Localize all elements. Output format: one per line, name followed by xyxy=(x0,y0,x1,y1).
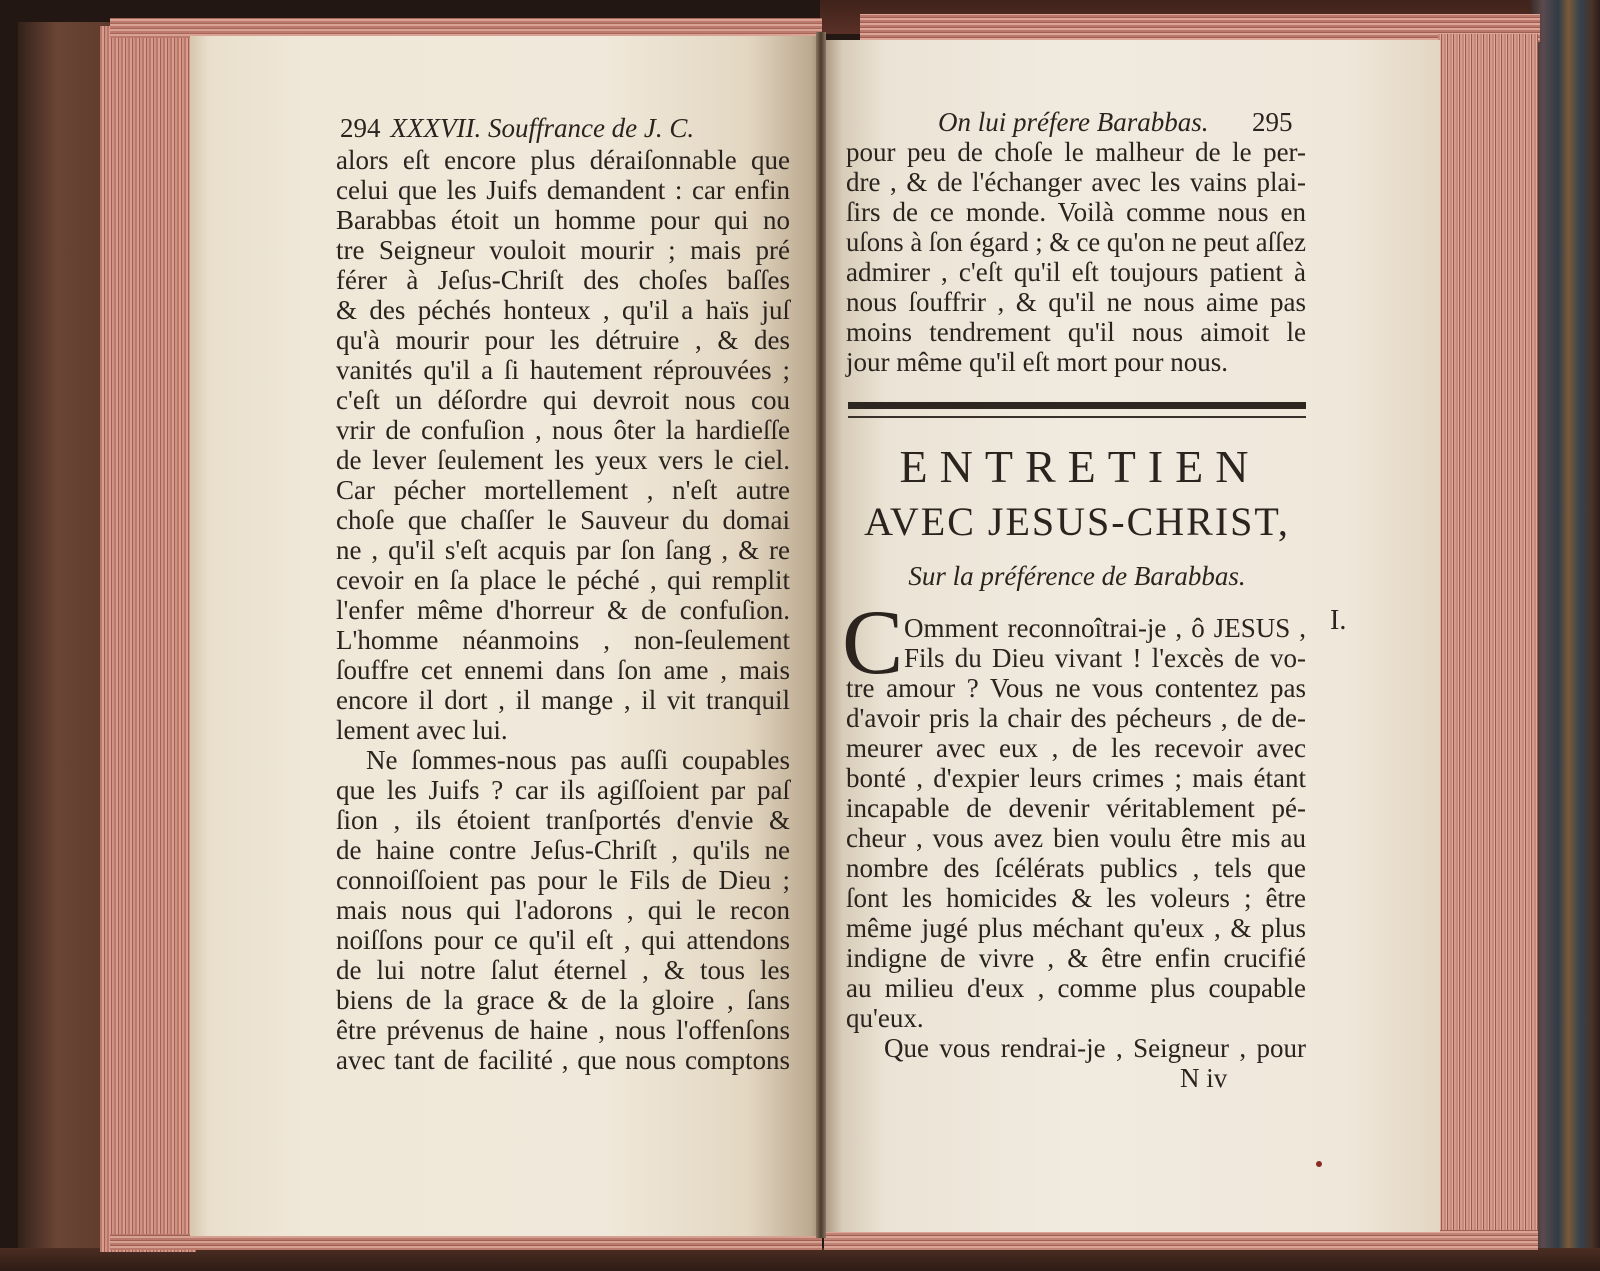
text-line: mais nous qui l'adorons , qui le recon xyxy=(336,895,790,925)
text-line: ſouffre cet ennemi dans ſon ame , mais xyxy=(336,655,790,685)
text-line: & des péchés honteux , qu'il a haïs juſ xyxy=(336,295,790,325)
text-line: lement avec lui. xyxy=(336,715,508,745)
page-edges-bottom-left xyxy=(110,1234,822,1250)
paragraph-line: même jugé plus méchant qu'eux , & plus xyxy=(846,913,1306,943)
paragraph-line: d'avoir pris la chair des pécheurs , de de- xyxy=(846,703,1306,733)
book-spine-right xyxy=(1530,0,1600,1271)
text-line: pour peu de choſe le malheur de le per- xyxy=(846,137,1306,167)
paragraph-line: qu'eux. xyxy=(846,1003,924,1033)
right-running-title: On lui préfere Barabbas. xyxy=(938,107,1209,137)
ink-spot xyxy=(1316,1161,1322,1167)
paragraph-line: nombre des ſcélérats publics , tels que xyxy=(846,853,1306,883)
page-edges-right xyxy=(1438,34,1538,1248)
right-page-text xyxy=(846,137,1306,377)
page-edges-left xyxy=(100,26,196,1252)
left-running-header xyxy=(340,113,790,143)
text-line: moins tendrement qu'il nous aimoit le xyxy=(846,317,1306,347)
page-edges-top-left xyxy=(110,18,822,38)
text-line: férer à Jeſus-Chriſt des choſes baſſes xyxy=(336,265,790,295)
drop-cap: C xyxy=(842,591,904,693)
text-line: être prévenus de haine , nous l'offenſons xyxy=(336,1015,790,1045)
text-line: que les Juifs ? car ils agiſſoient par paſ xyxy=(336,775,790,805)
text-line: c'eſt un déſordre qui devroit nous cou xyxy=(336,385,790,415)
paragraph-line: au milieu d'eux , comme plus coupable xyxy=(846,973,1306,1003)
text-line: ſion , ils étoient tranſportés d'envie & xyxy=(336,805,790,835)
text-line: admirer , c'eſt qu'il eſt toujours patient à xyxy=(846,257,1306,287)
text-line: cevoir en ſa place le péché , qui remplit xyxy=(336,565,790,595)
text-line: uſons à ſon égard ; & ce qu'on ne peut aſſez xyxy=(846,227,1306,257)
text-line: encore il dort , il mange , il vit tranquil xyxy=(336,685,790,715)
book-gutter xyxy=(816,32,826,1238)
section-rule-thick xyxy=(848,402,1306,409)
text-line: l'enfer même d'horreur & de confuſion. xyxy=(336,595,790,625)
text-line: de lever ſeulement les yeux vers le ciel. xyxy=(336,445,790,475)
section-rule-thin xyxy=(848,416,1306,418)
text-line: qu'à mourir pour les détruire , & des xyxy=(336,325,790,355)
paragraph-line: cheur , vous avez bien voulu être mis au xyxy=(846,823,1306,853)
paragraph-line: tre amour ? Vous ne vous contentez pas xyxy=(846,673,1306,703)
text-line: avec tant de facilité , que nous comptons xyxy=(336,1045,790,1075)
text-line: vanités qu'il a ſi hautement réprouvées ; xyxy=(336,355,790,385)
section-title: ENTRETIEN xyxy=(899,441,1261,492)
paragraph-line: meurer avec eux , de les recevoir avec xyxy=(846,733,1306,763)
text-line: biens de la grace & de la gloire , ſans xyxy=(336,985,790,1015)
text-line: tre Seigneur vouloit mourir ; mais pré xyxy=(336,235,790,265)
text-line: noiſſons pour ce qu'il eſt , qui attendons xyxy=(336,925,790,955)
paragraph-line: Omment reconnoîtrai-je , ô JESUS , xyxy=(904,613,1306,643)
left-page-text xyxy=(336,145,790,1075)
text-line: vrir de confuſion , nous ôter la hardieſſe xyxy=(336,415,790,445)
paragraph-line: ſont les homicides & les voleurs ; être xyxy=(846,883,1306,913)
paragraph-line: incapable de devenir véritablement pé- xyxy=(846,793,1306,823)
text-line: de lui notre ſalut éternel , & tous les xyxy=(336,955,790,985)
text-line: Barabbas étoit un homme pour qui no xyxy=(336,205,790,235)
text-line: L'homme néanmoins , non-ſeulement xyxy=(336,625,790,655)
margin-section-number: I. xyxy=(1330,605,1347,636)
left-running-title: XXXVII. Souffrance de J. C. xyxy=(390,113,695,143)
text-line: alors eſt encore plus déraiſonnable que xyxy=(336,145,790,175)
text-line: dre , & de l'échanger avec les vains plai- xyxy=(846,167,1306,197)
signature-mark: N iv xyxy=(1180,1063,1228,1093)
text-line: Ne ſommes-nous pas auſſi coupables xyxy=(366,745,790,775)
text-line: choſe que chaſſer le Sauveur du domai xyxy=(336,505,790,535)
text-line: ſirs de ce monde. Voilà comme nous en xyxy=(846,197,1306,227)
paragraph-line: Que vous rendrai-je , Seigneur , pour xyxy=(884,1033,1306,1063)
book-cover-bottom xyxy=(0,1248,1600,1271)
paragraph-line: bonté , d'expier leurs crimes ; mais étant xyxy=(846,763,1306,793)
section-caption: Sur la préférence de Barabbas. xyxy=(908,561,1246,591)
paragraph-line: Fils du Dieu vivant ! l'excès de vo- xyxy=(904,643,1306,673)
section-subtitle: AVEC JESUS-CHRIST, xyxy=(864,499,1290,544)
text-line: connoiſſoient pas pour le Fils de Dieu ; xyxy=(336,865,790,895)
text-line: nous ſouffrir , & qu'il ne nous aime pas xyxy=(846,287,1306,317)
page-edges-bottom-right xyxy=(824,1230,1538,1250)
left-page-number: 294 xyxy=(340,113,381,143)
paragraph-line: indigne de vivre , & être enfin crucifié xyxy=(846,943,1306,973)
text-line: celui que les Juifs demandent : car enfin xyxy=(336,175,790,205)
text-line: Car pécher mortellement , n'eſt autre xyxy=(336,475,790,505)
text-line: de haine contre Jeſus-Chriſt , qu'ils ne xyxy=(336,835,790,865)
entretien-paragraph xyxy=(846,613,1306,1093)
text-line: jour même qu'il eſt mort pour nous. xyxy=(846,347,1229,377)
right-page-number: 295 xyxy=(1252,107,1293,137)
text-line: ne , qu'il s'eſt acquis par ſon ſang , & re xyxy=(336,535,790,565)
